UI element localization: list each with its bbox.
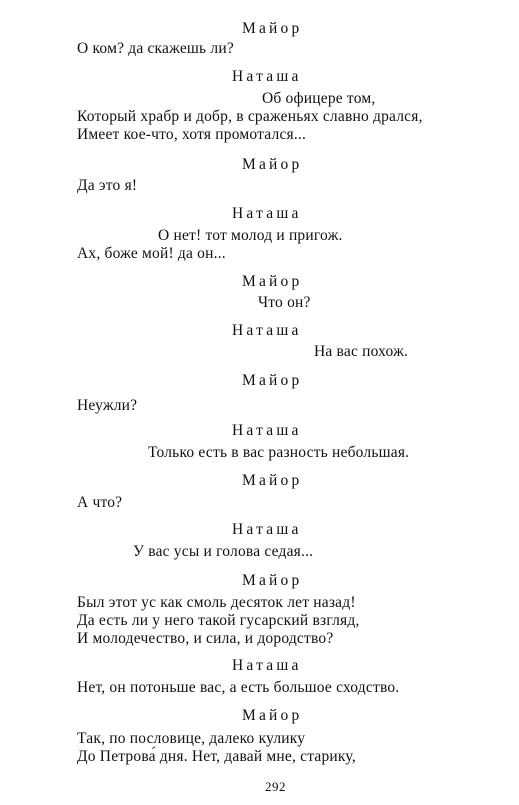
dialogue-line: Только есть в вас разность небольшая. bbox=[148, 444, 410, 461]
dialogue-line: А что? bbox=[77, 494, 123, 511]
speaker-name: Наташа bbox=[232, 322, 302, 339]
dialogue-line: Нет, он потоньше вас, а есть большое сходство. bbox=[77, 679, 400, 696]
dialogue-line: Ах, боже мой! да он... bbox=[77, 245, 226, 262]
dialogue-line: Так, по пословице, далеко кулику bbox=[77, 730, 306, 747]
dialogue-line: Об офицере том, bbox=[262, 90, 376, 107]
speaker-name: Майор bbox=[242, 372, 303, 389]
dialogue-line: До Петрова́ дня. Нет, давай мне, старику, bbox=[77, 748, 356, 765]
dialogue-line: Да есть ли у него такой гусарский взгляд, bbox=[77, 612, 360, 629]
dialogue-line: Неужли? bbox=[77, 397, 138, 414]
dialogue-line: На вас похож. bbox=[314, 343, 409, 360]
dialogue-line: Что он? bbox=[258, 294, 311, 311]
speaker-name: Майор bbox=[242, 20, 303, 37]
dialogue-line: Был этот ус как смоль десяток лет назад! bbox=[77, 594, 356, 611]
dialogue-line: И молодечество, и сила, и дородство? bbox=[77, 630, 334, 647]
speaker-name: Наташа bbox=[232, 68, 302, 85]
speaker-name: Майор bbox=[242, 273, 303, 290]
speaker-name: Наташа bbox=[232, 521, 302, 538]
speaker-name: Майор bbox=[242, 707, 303, 724]
speaker-name: Наташа bbox=[232, 205, 302, 222]
speaker-name: Майор bbox=[242, 156, 303, 173]
speaker-name: Наташа bbox=[232, 657, 302, 674]
dialogue-line: Да это я! bbox=[77, 177, 138, 194]
dialogue-line: Имеет кое-что, хотя промотался... bbox=[77, 126, 307, 143]
dialogue-line: О ком? да скажешь ли? bbox=[77, 40, 234, 57]
speaker-name: Майор bbox=[242, 472, 303, 489]
dialogue-line: У вас усы и голова седая... bbox=[133, 543, 314, 560]
speaker-name: Майор bbox=[242, 572, 303, 589]
dialogue-line: Который храбр и добр, в сраженьях славно дрался, bbox=[77, 108, 423, 125]
page-number: 292 bbox=[265, 779, 286, 794]
speaker-name: Наташа bbox=[232, 422, 302, 439]
dialogue-line: О нет! тот молод и пригож. bbox=[158, 227, 343, 244]
